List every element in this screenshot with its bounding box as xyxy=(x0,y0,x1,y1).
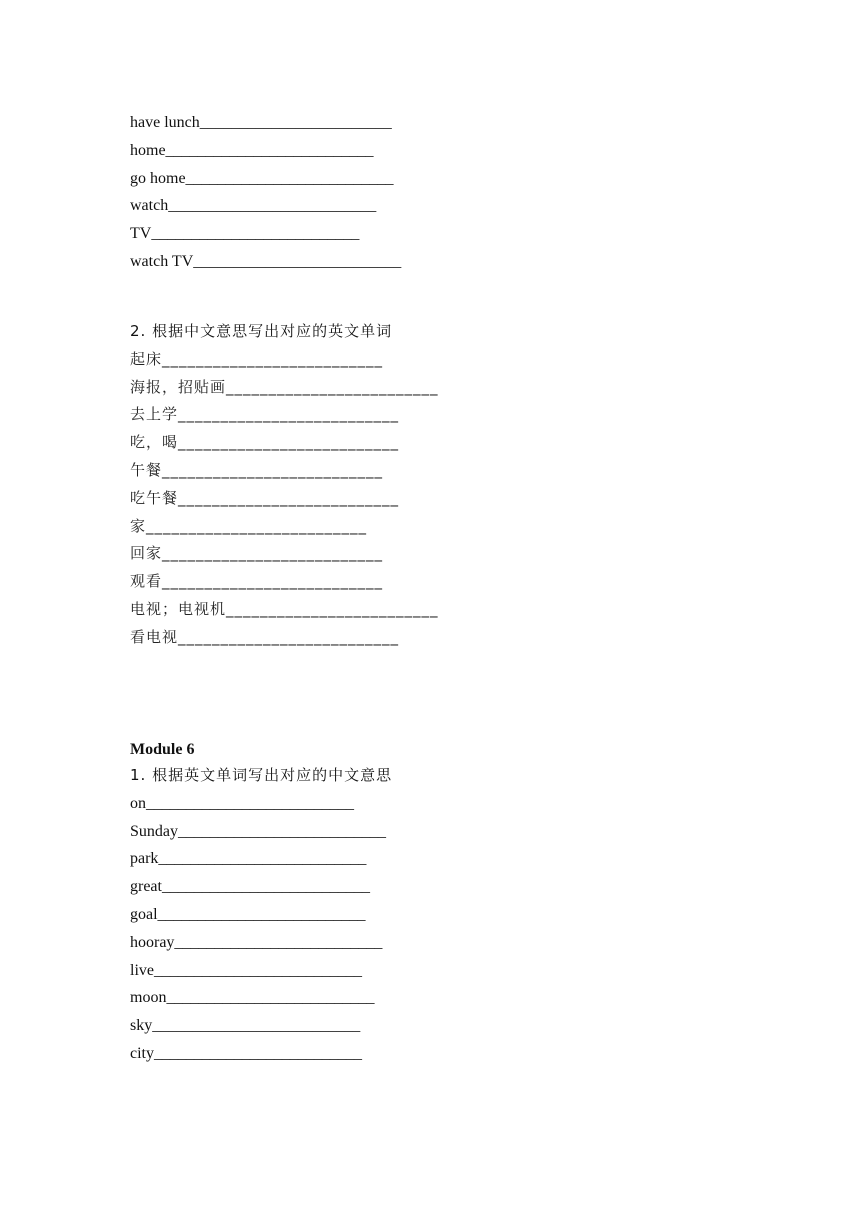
module-title: Module 6 xyxy=(130,741,195,758)
exercise-line: goal__________________________ xyxy=(130,905,366,923)
exercise-line: sky__________________________ xyxy=(130,1017,361,1035)
exercise-line: moon__________________________ xyxy=(130,989,375,1007)
exercise-line: city__________________________ xyxy=(130,1044,362,1062)
exercise-line: 回家__________________________ xyxy=(130,544,384,563)
exercise-line: go home__________________________ xyxy=(130,169,394,187)
exercise-line: watch__________________________ xyxy=(130,197,377,215)
exercise-line: 看电视__________________________ xyxy=(130,627,400,646)
exercise-line: hooray__________________________ xyxy=(130,933,383,951)
exercise-line: 吃午餐__________________________ xyxy=(130,488,400,507)
exercise-line: 吃，喝__________________________ xyxy=(130,433,400,452)
module-6-section xyxy=(130,738,392,1068)
exercise-line: Sunday__________________________ xyxy=(130,822,386,840)
exercise-line: 家__________________________ xyxy=(130,516,368,535)
exercise-line: have lunch________________________ xyxy=(130,114,392,131)
exercise-line: TV__________________________ xyxy=(130,225,360,243)
exercise-line: watch TV__________________________ xyxy=(130,252,402,270)
exercise-line: 去上学__________________________ xyxy=(130,405,400,424)
english-word-list xyxy=(130,109,401,276)
exercise-line: home__________________________ xyxy=(130,141,374,159)
exercise-line: park__________________________ xyxy=(130,850,367,868)
exercise-line: 电视；电视机_________________________ xyxy=(130,599,439,618)
exercise-line: 观看__________________________ xyxy=(130,572,384,591)
exercise-line: on__________________________ xyxy=(130,794,354,812)
exercise-line: 午餐__________________________ xyxy=(130,460,384,479)
exercise-line: 海报，招贴画_________________________ xyxy=(130,377,439,396)
exercise-line: 起床__________________________ xyxy=(130,349,384,368)
exercise-heading: 2. 根据中文意思写出对应的英文单词 xyxy=(130,322,393,340)
chinese-to-english-section xyxy=(130,318,439,652)
exercise-heading: 1. 根据英文单词写出对应的中文意思 xyxy=(130,766,393,784)
exercise-line: live__________________________ xyxy=(130,961,362,979)
exercise-line: great__________________________ xyxy=(130,878,370,896)
